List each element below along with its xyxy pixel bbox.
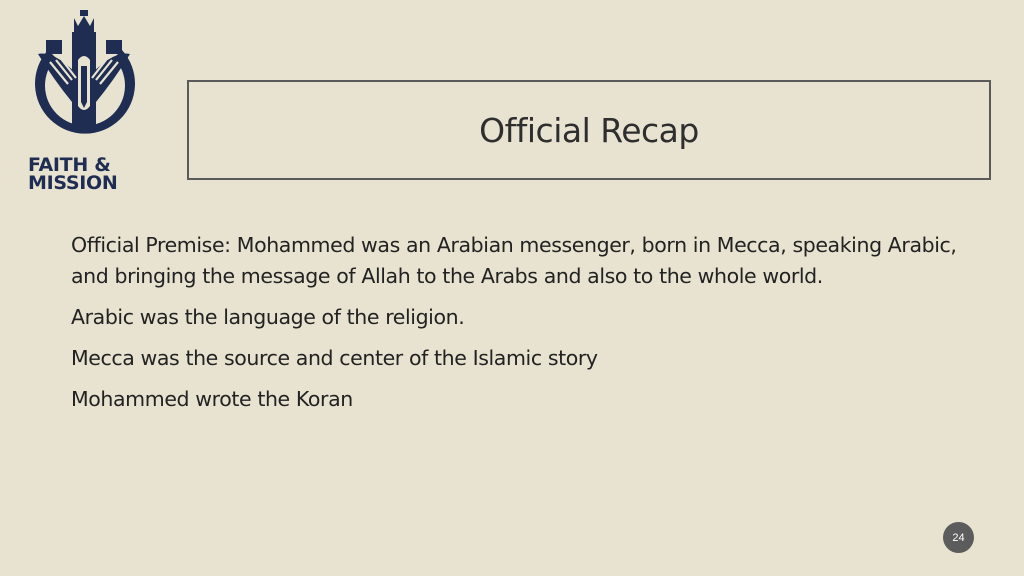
crowned-dove-cross-icon bbox=[26, 10, 142, 150]
slide-title: Official Recap bbox=[479, 110, 699, 150]
title-box bbox=[187, 80, 991, 180]
paragraph-koran: Mohammed wrote the Koran bbox=[71, 387, 353, 411]
faith-mission-logo bbox=[26, 10, 142, 192]
logo-line-2: MISSION bbox=[28, 172, 118, 194]
logo-wordmark bbox=[28, 156, 142, 192]
slide-content bbox=[71, 230, 991, 425]
paragraph-premise: Official Premise: Mohammed was an Arabian messenger, born in Mecca, speaking Arabic, and bringing the message of Allah to the Arabs and also to the whole world. bbox=[71, 233, 957, 288]
logo-line-1: FAITH & bbox=[28, 154, 111, 176]
page-number-badge: 24 bbox=[943, 522, 974, 553]
paragraph-mecca: Mecca was the source and center of the Islamic story bbox=[71, 346, 598, 370]
paragraph-language: Arabic was the language of the religion. bbox=[71, 305, 465, 329]
